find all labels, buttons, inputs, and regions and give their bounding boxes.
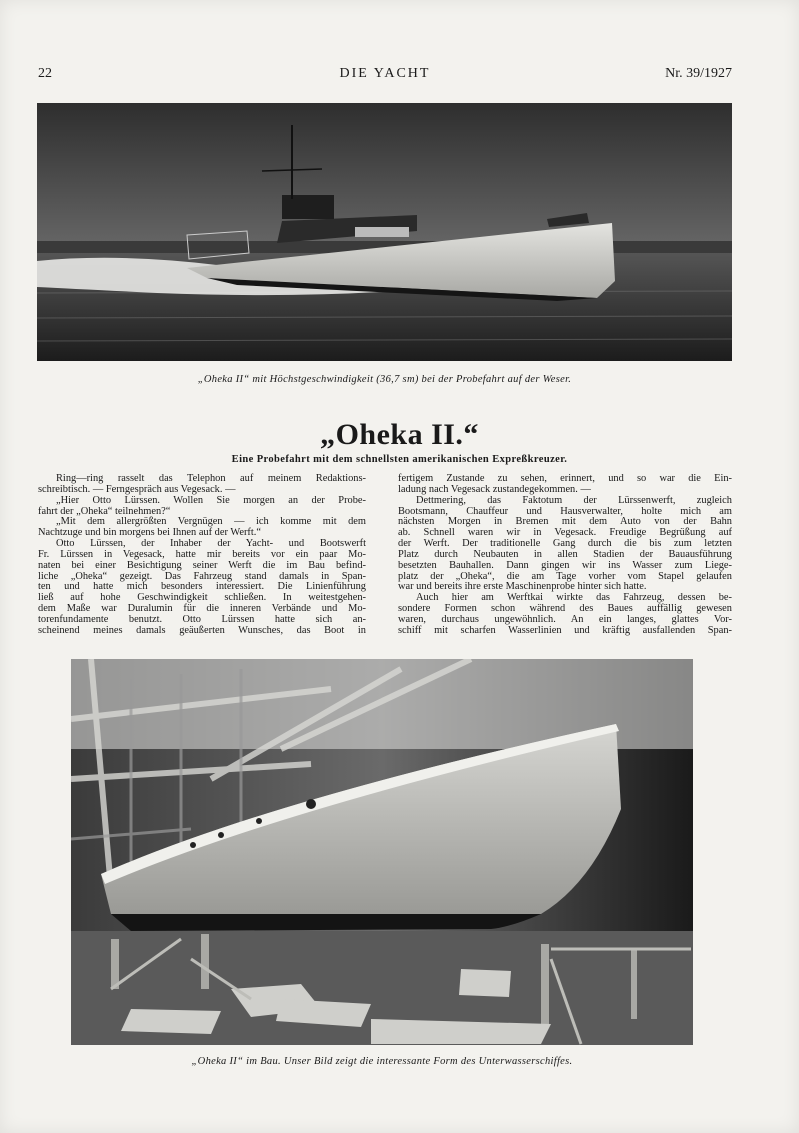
hull-construction-photo [71,659,693,1045]
text-line: ließ auf hohe Geschwindigkeit schließen. In weitestgehen- [38,592,366,604]
text-line: der Werft. Der traditionelle Gang durch die bis zum letzten [398,538,732,550]
text-line: „Mit dem allergrößten Vergnügen — ich komme mit dem [56,516,366,528]
text-line: scheinend meines damals geäußerten Wunsches, das Boot in [38,624,366,636]
text-line: Nachtzuge und bin morgens bei Ihnen auf der Werft.“ [38,527,261,539]
text-line: Otto Lürssen, der Inhaber der Yacht- und Bootswerft [56,538,366,550]
article-title: „Oheka II.“ [320,418,479,451]
text-line: schiff mit scharfen Wasserlinien und kräftig ausfallenden Span- [398,624,732,636]
text-line: Ring—ring rasselt das Telephon auf meinem Redaktions- [56,473,366,484]
text-line: Fr. Lürssen in Vegesack, hatte mir bereits vor ein paar Mo- [38,548,366,560]
text-line: Dettmering, das Faktotum der Lürssenwerft, zugleich [416,494,732,506]
article-column-right [398,474,732,637]
text-line: „Hier Otto Lürssen. Wollen Sie morgen an der Probe- [56,494,366,506]
article-column-left [38,474,366,637]
text-line: fahrt der „Oheka“ teilnehmen?“ [38,505,171,517]
page-number: 22 [38,66,52,81]
text-line: ladung nach Vegesack zustandegekommen. — [398,483,591,495]
text-line: Platz durch Neubauten in allen Stadien der Bauausführung [398,548,732,560]
text-line: platz der „Oheka“, die am Tage vorher vom Stapel gelaufen [398,570,732,582]
yacht-speed-photo [37,103,732,361]
text-line: schreibtisch. — Ferngespräch aus Vegesack. — [38,483,236,495]
text-line: war und bereits ihre erste Maschinenprobe hinter sich hatte. [398,581,647,593]
text-line: Auch hier am Werftkai wirkte das Fahrzeug, dessen be- [416,592,732,604]
bottom-photo-caption: „Oheka II“ im Bau. Unser Bild zeigt die interessante Form des Unterwasserschiffes. [191,1056,573,1067]
text-line: dem Maße war Duralumin für die inneren Verbände und Mo- [38,603,366,615]
text-line: torenfundamente benutzt. Otto Lürssen hatte sich an- [38,613,366,625]
top-photo-caption: „Oheka II“ mit Höchstgeschwindigkeit (36,7 sm) bei der Probefahrt auf der Weser. [197,374,572,385]
text-line: waren, durchaus ungewöhnlich. An ein langes, glattes Vor- [398,613,732,625]
text-line: ab. Schnell waren wir in Vegesack. Freudige Begrüßung auf [398,527,732,539]
text-line: ten und hatte mich besonders interessiert. Die Linienführung [38,581,366,593]
text-line: besetzten Bauhallen. Dann gingen wir ins Wasser zum Liege- [398,559,732,571]
magazine-title: DIE YACHT [339,66,431,81]
text-line: nächsten Morgen in Bremen mit dem Auto von der Bahn [398,516,732,528]
text-line: naten bei einer Besichtigung seiner Werft die im Bau befind- [38,559,366,571]
text-line: sondere Formen schon während des Baues auffällig gewesen [398,603,732,615]
article-subtitle: Eine Probefahrt mit dem schnellsten amerikanischen Expreßkreuzer. [231,454,568,465]
text-line: Bootsmann, Chauffeur und Hausverwalter, holte mich am [398,505,732,517]
text-line: fertigem Zustande zu sehen, erinnert, und so war die Ein- [398,473,732,484]
issue-number: Nr. 39/1927 [665,66,732,81]
page-header [38,66,732,88]
text-line: liche „Oheka“ gezeigt. Das Fahrzeug stand damals in Span- [38,570,366,582]
